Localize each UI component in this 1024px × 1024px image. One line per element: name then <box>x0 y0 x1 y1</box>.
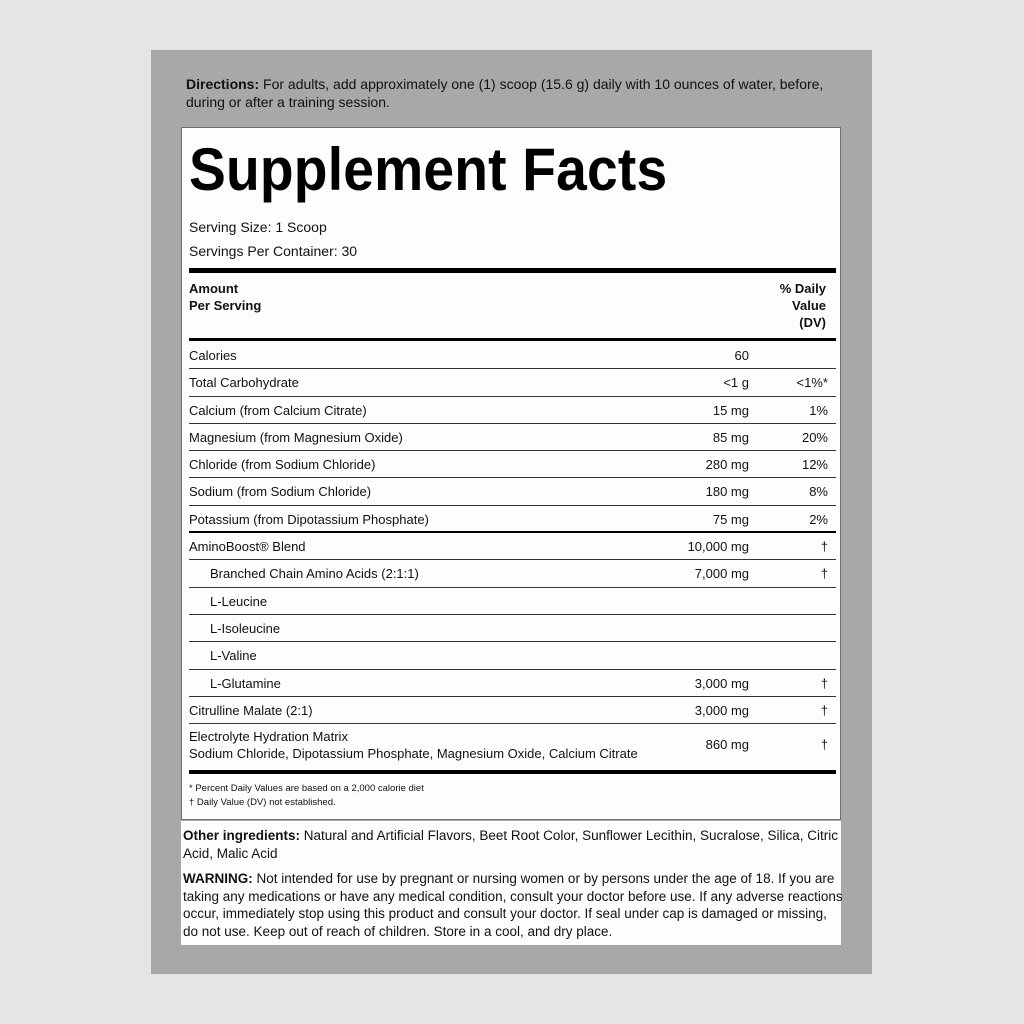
servings-per-container: Servings Per Container: 30 <box>189 243 358 259</box>
header-amount <box>189 280 261 314</box>
table-row <box>189 642 836 669</box>
row-name: Calcium (from Calcium Citrate) <box>189 402 367 418</box>
warning-text <box>183 870 843 940</box>
row-name: Branched Chain Amino Acids (2:1:1) <box>210 566 419 582</box>
footnote-daily-values: * Percent Daily Values are based on a 2,000 calorie diet <box>189 783 424 794</box>
other-ingredients-label: Other ingredients: <box>183 828 301 843</box>
row-name: AminoBoost® Blend <box>189 539 306 555</box>
row-name: Magnesium (from Magnesium Oxide) <box>189 429 403 445</box>
row-name <box>189 728 638 762</box>
row-name: L-Leucine <box>210 593 268 609</box>
row-amount: 10,000 mg <box>687 539 749 555</box>
warning-label: WARNING: <box>183 871 253 886</box>
table-row <box>189 533 836 560</box>
row-name: Chloride (from Sodium Chloride) <box>189 457 376 473</box>
table-row <box>189 342 836 369</box>
row-name-main: Electrolyte Hydration Matrix <box>189 729 348 745</box>
row-amount: 3,000 mg <box>694 702 749 718</box>
row-dv: <1%* <box>796 375 828 391</box>
row-name: L-Isoleucine <box>210 620 281 636</box>
other-ingredients <box>183 827 843 862</box>
table-row <box>189 506 836 533</box>
row-amount: <1 g <box>723 375 749 391</box>
thick-rule-header <box>189 338 836 341</box>
table-row <box>189 397 836 424</box>
other-ingredients-text: Natural and Artificial Flavors, Beet Root Color, Sunflower Lecithin, Sucralose, Silica, Citric Acid, Malic Acid <box>183 828 838 861</box>
row-dv: † <box>820 539 828 555</box>
row-name: Potassium (from Dipotassium Phosphate) <box>189 511 429 527</box>
table-row <box>189 724 836 769</box>
row-name: Citrulline Malate (2:1) <box>189 702 313 718</box>
row-amount: 15 mg <box>712 402 749 418</box>
thick-rule-bottom <box>189 770 836 774</box>
row-amount: 7,000 mg <box>694 566 749 582</box>
table-row <box>189 451 836 478</box>
table-row <box>189 424 836 451</box>
row-name: Sodium (from Sodium Chloride) <box>189 484 372 500</box>
row-dv: 12% <box>801 457 828 473</box>
facts-title: Supplement Facts <box>189 136 668 203</box>
table-row <box>189 588 836 615</box>
row-dv: † <box>820 737 828 753</box>
header-dv-line3: (DV) <box>799 315 826 330</box>
table-row <box>189 697 836 724</box>
header-amount-line1: Amount <box>189 281 239 296</box>
row-dv: † <box>820 675 828 691</box>
directions-text <box>186 75 846 111</box>
warning-body: Not intended for use by pregnant or nursing women or by persons under the age of 18. If you are taking any medications or have any medical condition, consult your doctor before use. If any adverse reactions occur, immediately stop using this product and consult your doctor. If seal under cap is damaged or missing, do not use. Keep out of reach of children. Store in a cool, and dry place. <box>183 871 843 939</box>
facts-table <box>189 342 836 769</box>
row-name: L-Glutamine <box>210 675 281 691</box>
serving-size: Serving Size: 1 Scoop <box>189 219 327 235</box>
row-amount: 280 mg <box>705 457 749 473</box>
row-name: Total Carbohydrate <box>189 375 299 391</box>
header-dv-line2: Value <box>792 298 826 313</box>
row-name: L-Valine <box>210 648 257 664</box>
row-dv: 2% <box>809 511 828 527</box>
footnote-dv-not-established: † Daily Value (DV) not established. <box>189 797 336 808</box>
row-name: Calories <box>189 348 237 363</box>
row-amount: 180 mg <box>705 484 749 500</box>
supplement-label-panel <box>151 50 872 974</box>
row-dv: 1% <box>809 402 828 418</box>
row-amount: 3,000 mg <box>694 675 749 691</box>
row-dv: 8% <box>809 484 828 500</box>
table-row <box>189 670 836 697</box>
row-name-sub: Sodium Chloride, Dipotassium Phosphate, Magnesium Oxide, Calcium Citrate <box>189 746 638 762</box>
thick-rule-top <box>189 268 836 273</box>
table-row <box>189 478 836 505</box>
header-daily-value <box>780 280 826 331</box>
row-amount: 860 mg <box>705 737 749 753</box>
header-amount-line2: Per Serving <box>189 298 262 313</box>
table-row <box>189 615 836 642</box>
row-amount: 75 mg <box>712 511 749 527</box>
table-row <box>189 560 836 587</box>
row-amount: 60 <box>734 348 749 363</box>
directions-body: For adults, add approximately one (1) scoop (15.6 g) daily with 10 ounces of water, before, during or after a training session. <box>186 76 824 110</box>
table-row <box>189 369 836 396</box>
supplement-facts-box <box>181 127 841 820</box>
row-dv: † <box>820 702 828 718</box>
directions-label: Directions: <box>186 76 260 92</box>
row-dv: † <box>820 566 828 582</box>
row-amount: 85 mg <box>712 429 749 445</box>
row-dv: 20% <box>801 429 828 445</box>
header-dv-line1: % Daily <box>779 281 826 296</box>
